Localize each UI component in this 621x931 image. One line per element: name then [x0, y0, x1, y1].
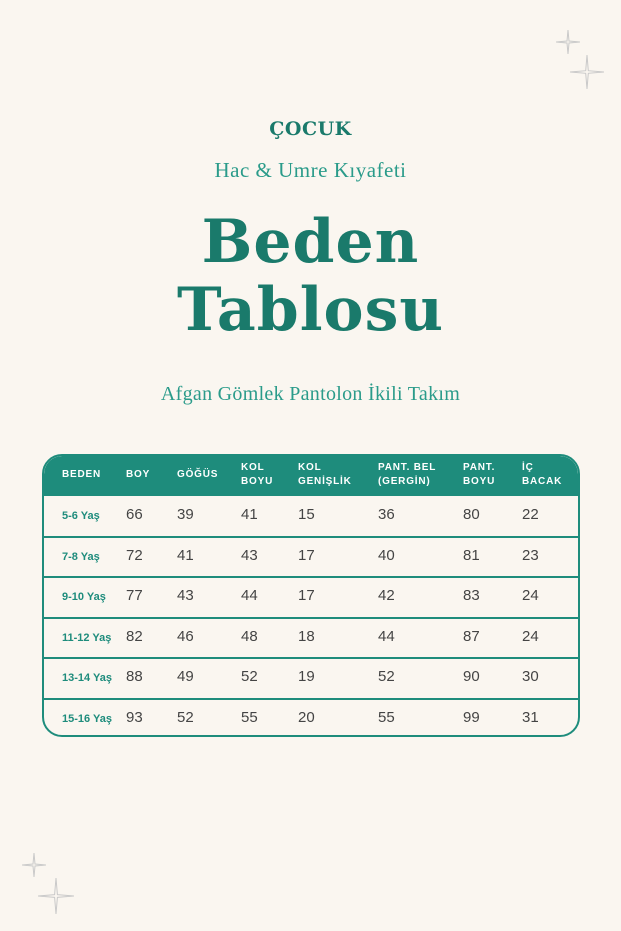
header-pant-boyu [463, 461, 495, 489]
table-cell: 19 [298, 668, 315, 685]
table-row [44, 658, 578, 698]
size-label: 9-10 Yaş [62, 591, 106, 603]
header-label: PANT. BEL [378, 462, 437, 473]
header-label: BEDEN [62, 469, 102, 480]
size-label: 15-16 Yaş [62, 712, 112, 725]
header-ic-bacak [522, 461, 562, 489]
table-cell: 44 [241, 587, 258, 604]
table-cell: 90 [463, 668, 480, 685]
table-cell: 66 [126, 506, 143, 523]
table-cell: 82 [126, 627, 143, 645]
table-row [44, 537, 578, 577]
size-label: 11-12 Yaş [62, 631, 112, 644]
table-cell: 17 [298, 546, 315, 564]
table-cell: 46 [177, 627, 194, 645]
size-label: 5-6 Yaş [62, 510, 100, 522]
table-cell: 44 [378, 627, 395, 645]
size-table [42, 454, 580, 737]
table-cell: 22 [522, 506, 539, 523]
table-cell: 20 [298, 708, 315, 726]
table-cell: 17 [298, 587, 315, 604]
table-cell: 55 [241, 708, 258, 726]
table-cell: 43 [241, 546, 258, 564]
table-cell: 39 [177, 506, 194, 523]
table-cell: 52 [378, 668, 395, 685]
header-kol-boyu [241, 461, 273, 489]
table-cell: 24 [522, 627, 539, 645]
header-label: BACAK [522, 476, 563, 487]
table-row [44, 699, 578, 738]
table-cell: 41 [241, 506, 258, 523]
table-cell: 88 [126, 668, 143, 685]
header-beden [62, 468, 101, 482]
table-cell: 40 [378, 546, 395, 564]
size-label: 13-14 Yaş [62, 672, 112, 684]
table-cell: 55 [378, 708, 395, 726]
header-label: (GERGİN) [378, 476, 431, 487]
table-cell: 52 [241, 668, 258, 685]
header-label: GENİŞLİK [298, 476, 352, 487]
table-cell: 23 [522, 546, 539, 564]
table-cell: 80 [463, 506, 480, 523]
table-cell: 93 [126, 708, 143, 726]
header-label: BOYU [241, 476, 274, 487]
sparkle-icon [570, 55, 604, 89]
table-cell: 48 [241, 627, 258, 645]
category-heading: ÇOCUK [269, 118, 352, 140]
table-cell: 49 [177, 668, 194, 685]
header-label: BOYU [463, 476, 496, 487]
table-cell: 42 [378, 587, 395, 604]
table-cell: 41 [177, 546, 194, 564]
table-cell: 99 [463, 708, 480, 726]
size-label: 7-8 Yaş [62, 550, 100, 563]
table-cell: 43 [177, 587, 194, 604]
header-label: BOY [126, 469, 151, 480]
header-label: İÇ [522, 462, 534, 473]
table-cell: 52 [177, 708, 194, 726]
page-title-line2: Tablosu [177, 275, 444, 345]
header-label: KOL [241, 462, 265, 473]
header-pant-bel [378, 461, 436, 489]
table-header [44, 456, 578, 496]
table-row [44, 496, 578, 536]
table-row [44, 577, 578, 617]
table-cell: 31 [522, 708, 539, 726]
header-label: KOL [298, 462, 322, 473]
table-cell: 36 [378, 506, 395, 523]
table-cell: 83 [463, 587, 480, 604]
table-cell: 30 [522, 668, 539, 685]
table-cell: 15 [298, 506, 315, 523]
table-cell: 72 [126, 546, 143, 564]
header-kol-genislik [298, 461, 352, 489]
sparkle-icon [38, 878, 74, 914]
header-gogus [177, 468, 218, 482]
header-label: PANT. [463, 462, 496, 473]
product-name: Afgan Gömlek Pantolon İkili Takım [160, 383, 461, 405]
table-cell: 87 [463, 627, 480, 645]
table-cell: 77 [126, 587, 143, 604]
table-cell: 24 [522, 587, 539, 604]
page-title-line1: Beden [201, 207, 420, 277]
header-boy [126, 468, 150, 482]
sparkle-icon [556, 30, 580, 54]
sparkle-icon [22, 853, 46, 877]
table-row [44, 618, 578, 658]
table-cell: 18 [298, 627, 315, 645]
header-label: GÖĞÜS [177, 469, 219, 480]
table-cell: 81 [463, 546, 480, 564]
collection-subtitle: Hac & Umre Kıyafeti [214, 158, 407, 182]
